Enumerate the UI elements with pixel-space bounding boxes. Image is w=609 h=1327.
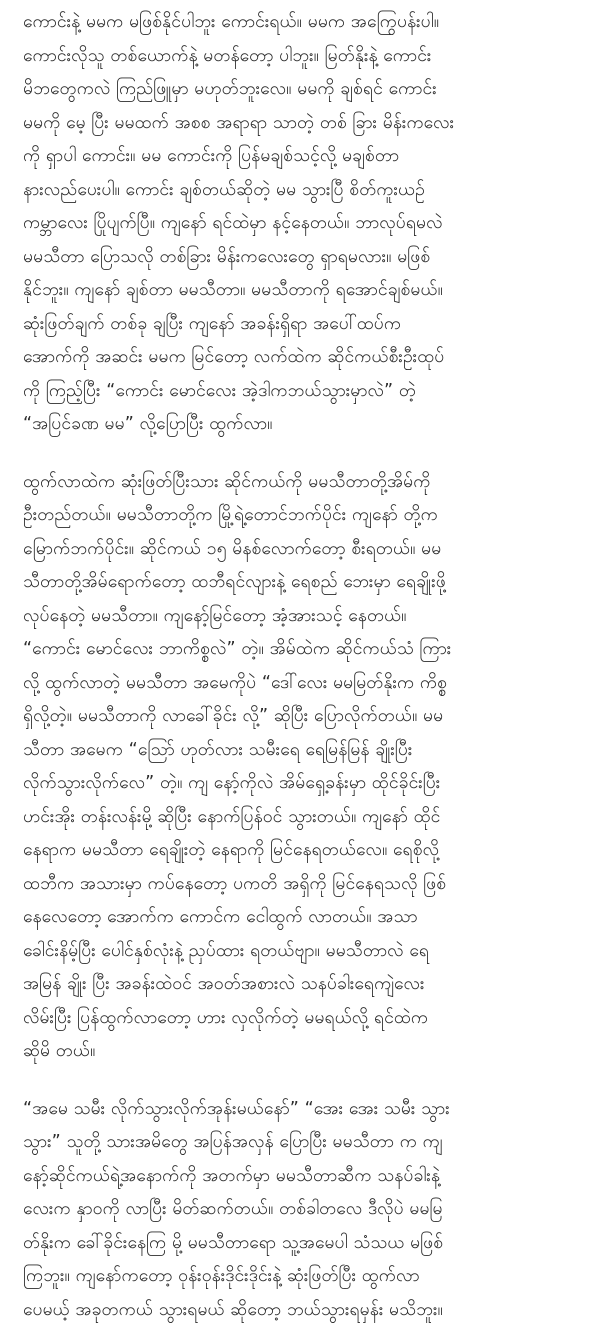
paragraph-spacer	[23, 442, 589, 466]
paragraph-line: နော့်ဆိုင်ကယ်ရဲ့အနောက်ကို အတက်မှာ မမသီတာဆီက သနပ်ခါးနဲ့	[23, 1160, 589, 1194]
story-paragraph-3	[23, 1093, 589, 1327]
paragraph-line: အမြန် ချိုး ပြီး အခန်းထဲဝင် အဝတ်အစားလဲ သနပ်ခါးရေကျဲလေး	[23, 968, 589, 1002]
paragraph-line: ခေါင်းနိမ့်ပြီး ပေါင်နှစ်လုံးနဲ့ ညှပ်ထား ရတယ်ဗျာ။ မမသီတာလဲ ရေ	[23, 935, 589, 969]
paragraph-line: “ကောင်း မောင်လေး ဘာကိစ္စလဲ” တဲ့။ အိမ်ထဲက ဆိုင်ကယ်သံ ကြား	[23, 633, 589, 667]
paragraph-line: ထဘီက အသားမှာ ကပ်နေတော့ ပကတိ အရှိကို မြင်နေရသလို ဖြစ်	[23, 868, 589, 902]
paragraph-spacer	[23, 1069, 589, 1093]
paragraph-line: ကောင်းလိုသူ တစ်ယောက်နဲ့ မတန်တော့ ပါဘူး။ မြတ်နိုးနဲ့ ကောင်း	[23, 40, 589, 74]
paragraph-line: နေလေတော့ အောက်က ကောင်က ငေါထွက် လာတယ်။ အသာ	[23, 901, 589, 935]
paragraph-line: လိုက်သွားလိုက်လေ” တဲ့။ ကျ နော့်ကိုလဲ အိမ်ရှေ့ခန်းမှာ ထိုင်ခိုင်းပြီး	[23, 767, 589, 801]
story-article	[23, 6, 589, 1327]
paragraph-line: ဦးတည်တယ်။ မမသီတာတို့က မြို့ရဲ့တောင်ဘက်ပိုင်း ကျနော် တို့က	[23, 499, 589, 533]
paragraph-line: ကြဘူး။ ကျနော်ကတော့ ဝုန်းဝုန်းဒိုင်းဒိုင်းနဲ့ ဆုံးဖြတ်ပြီး ထွက်လာ	[23, 1260, 589, 1294]
paragraph-line: လိမ်းပြီး ပြန်ထွက်လာတော့ ဟား လှလိုက်တဲ့ မမရယ်လို့ ရင်ထဲက	[23, 1002, 589, 1036]
paragraph-line: အောက်ကို အဆင်း မမက မြင်တော့ လက်ထဲက ဆိုင်ကယ်စီးဦးထုပ်	[23, 341, 589, 375]
paragraph-line: မိဘတွေကလဲ ကြည်ဖြူမှာ မဟုတ်ဘူးလေ။ မမကို ချစ်ရင် ကောင်း	[23, 73, 589, 107]
paragraph-line: “အမေ သမီး လိုက်သွားလိုက်အုန်းမယ်နော်” “အေး အေး သမီး သွား	[23, 1093, 589, 1127]
paragraph-line: မမကို မေ့ ပြီး မမထက် အစစ အရာရာ သာတဲ့ တစ် ခြား မိန်းကလေး	[23, 107, 589, 141]
paragraph-line: မြောက်ဘက်ပိုင်း။ ဆိုင်ကယ် ၁၅ မိနစ်လောက်တော့ စီးရတယ်။ မမ	[23, 533, 589, 567]
story-paragraph-2	[23, 466, 589, 1069]
paragraph-line: နိုင်ဘူး။ ကျနော် ချစ်တာ မမသီတာ။ မမသီတာကို ရအောင်ချစ်မယ်။	[23, 274, 589, 308]
paragraph-line: ရှိလို့တဲ့။ မမသီတာကို လာခေါ်ခိုင်း လို့” ဆိုပြီး ပြောလိုက်တယ်။ မမ	[23, 700, 589, 734]
paragraph-line: လို့ ထွက်လာတဲ့ မမသီတာ အမေကိုပဲ “ဒေါ်လေး မမမြတ်နိုးက ကိစ္စ	[23, 667, 589, 701]
paragraph-line: ဆိုမိ တယ်။	[23, 1035, 589, 1069]
paragraph-line: ဆုံးဖြတ်ချက် တစ်ခု ချပြီး ကျနော် အခန်းရှိရာ အပေါ်ထပ်က	[23, 308, 589, 342]
paragraph-line: ကမ္ဘာလေး ပြိုပျက်ပြီ။ ကျနော် ရင်ထဲမှာ နင့်နေတယ်။ ဘာလုပ်ရမလဲ	[23, 207, 589, 241]
paragraph-line: “အပြင်ခဏ မမ” လို့ပြောပြီး ထွက်လာ။	[23, 408, 589, 442]
paragraph-line: တ်နိုးက ခေါ်ခိုင်းနေကြ မို့ မမသီတာရော သူ့အမေပါ သံသယ မဖြစ်	[23, 1227, 589, 1261]
paragraph-line: လေးက နှာဝကို လာပြီး မိတ်ဆက်တယ်။ တစ်ခါတလေ ဒီလိုပဲ မမမြ	[23, 1193, 589, 1227]
paragraph-line: နားလည်ပေးပါ။ ကောင်း ချစ်တယ်ဆိုတဲ့ မမ သွားပြီ စိတ်ကူးယဉ်	[23, 174, 589, 208]
paragraph-line: လုပ်နေတဲ့ မမသီတာ။ ကျနော့်မြင်တော့ အံ့အားသင့် နေတယ်။	[23, 600, 589, 634]
paragraph-line: ကို ကြည့်ပြီး “ကောင်း မောင်လေး အဲ့ဒါကဘယ်သွားမှာလဲ” တဲ့	[23, 375, 589, 409]
paragraph-line: ထွက်လာထဲက ဆုံးဖြတ်ပြီးသား ဆိုင်ကယ်ကို မမသီတာတို့အိမ်ကို	[23, 466, 589, 500]
paragraph-line: မမသီတာ ပြောသလို တစ်ခြား မိန်းကလေးတွေ ရှာရမလား။ မဖြစ်	[23, 241, 589, 275]
paragraph-line: သီတာ အမေက “သြော် ဟုတ်လား သမီးရေ ရေမြန်မြန် ချိုးပြီး	[23, 734, 589, 768]
paragraph-line: ကို ရှာပါ ကောင်း။ မမ ကောင်းကို ပြန်မချစ်သင့်လို့ မချစ်တာ	[23, 140, 589, 174]
paragraph-line: ကောင်းနဲ့ မမက မဖြစ်နိုင်ပါဘူး ကောင်းရယ်။ မမက အကြွေပန်းပါ။	[23, 6, 589, 40]
paragraph-line: နေရာက မမသီတာ ရေချိုးတဲ့ နေရာကို မြင်နေရတယ်လေ။ ရေစိုလို့	[23, 834, 589, 868]
paragraph-line: သွား” သူတို့ သားအမိတွေ အပြန်အလှန် ပြောပြီး မမသီတာ က ကျ	[23, 1126, 589, 1160]
paragraph-line: ဟင်းအိုး တန်းလန်းမို့ ဆိုပြီး နောက်ပြန်ဝင် သွားတယ်။ ကျနော် ထိုင်	[23, 801, 589, 835]
paragraph-line: သီတာတို့အိမ်ရောက်တော့ ထဘီရင်လျားနဲ့ ရေစည် ဘေးမှာ ရေချိုးဖို့	[23, 566, 589, 600]
story-paragraph-1	[23, 6, 589, 442]
paragraph-line: ပေမယ့် အခုတကယ် သွားရမယ် ဆိုတော့ ဘယ်သွားရမှန်း မသိဘူး။	[23, 1294, 589, 1327]
